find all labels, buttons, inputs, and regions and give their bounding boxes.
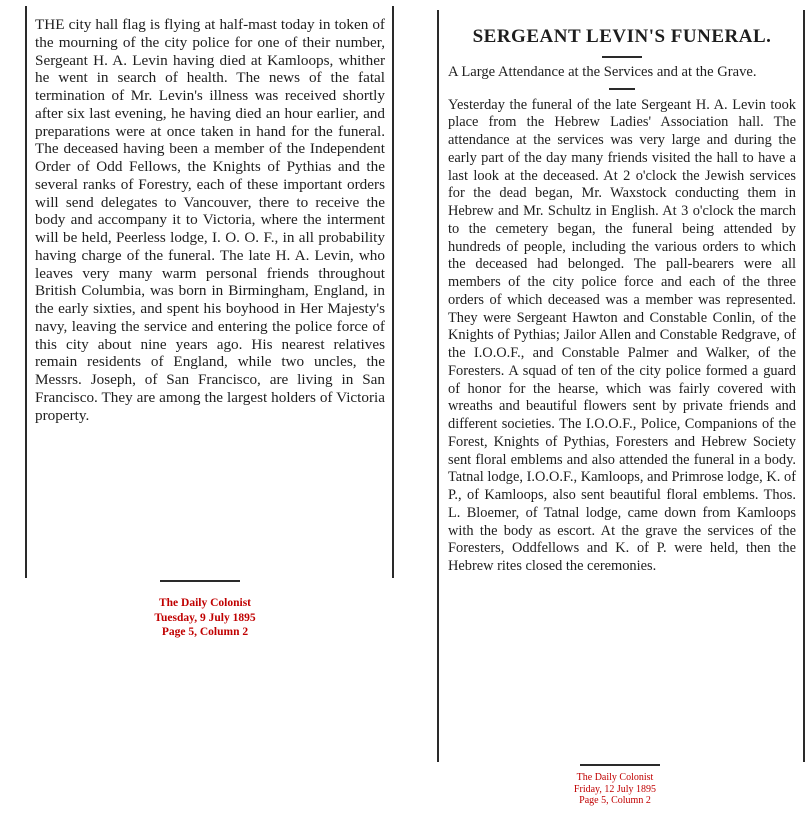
right-column-rule-left — [437, 10, 439, 762]
right-source-paper: The Daily Colonist — [576, 772, 654, 783]
left-article-end-rule — [160, 580, 240, 582]
headline-rule — [602, 56, 642, 58]
left-article-body: THE city hall flag is flying at half-mast today in token of the mourning of the city police for one of their number, Sergeant H. A. Levin having died at Kamloops, whither he went in search of health. The news of the fatal termination of Mr. Levin's illness was received shortly after six last evening, he having died an hour earlier, and preparations were at once taken in hand for the funeral. The deceased having been a member of the Independent Order of Odd Fellows, the Knights of Pythias and the several ranks of Forestry, each of these important orders will send delegates to Vancouver, there to receive the body and accompany it to Victoria, where the interment will be held, Peerless lodge, I. O. O. F., in all probability having charge of the funeral. The late H. A. Levin, who leaves very many warm personal friends throughout British Columbia, was born in Birmingham, England, in the early sixties, and spent his boyhood in Her Majesty's navy, leaving the service and entering the police force of this city about nine years ago. His nearest relatives remain residents of England, while two uncles, the Messrs. Joseph, of San Francisco, are living in San Francisco. They are among the largest holders of Victoria property. — [35, 16, 385, 424]
right-article-headline: SERGEANT LEVIN'S FUNERAL. — [472, 26, 772, 47]
right-article-body: Yesterday the funeral of the late Sergeant H. A. Levin took place from the Hebrew Ladies' Association hall. The attendance at the services was very large and during the early part of the day many friends visited the hall to have a last look at the deceased. At 2 o'clock the Jewish services for the dead began, Mr. Waxstock conducting them in Hebrew and Mr. Schultz in English. At 3 o'clock the march to the cemetery began, the funeral being attended by hundreds of people, including the various orders to which the deceased had belonged. The pall-bearers were all members of the city police force and each of the three orders of which deceased was a member was represented. They were Sergeant Hawton and Constable Conlin, of the Knights of Pythias; Jailor Allen and Constable Redgrave, of the I.O.O.F., and Constable Palmer and Walker, of the Foresters. A squad of ten of the city police formed a guard of honor for the hearse, which was fairly covered with wreaths and beautiful flowers sent by private friends and different societies. The I.O.O.F., Police, Companions of the Forest, Knights of Pythias, Foresters and Hebrew Society sent floral emblems and also attended the funeral in a body. Tatnal lodge, I.O.O.F., Kamloops, and Primrose lodge, K. of P., of Kamloops, also sent beautiful floral emblems. Thos. L. Bloemer, of Tatnal lodge, came down from Kamloops with the body as escort. At the grave the services of the Foresters, Oddfellows and K. of P. were held, then the Hebrew rites closed the ceremonies. — [448, 96, 796, 574]
left-column-rule-right — [392, 6, 394, 578]
left-source-date: Tuesday, 9 July 1895 — [154, 611, 256, 624]
left-article — [35, 16, 385, 424]
right-source-location: Page 5, Column 2 — [579, 795, 651, 807]
subhead-rule — [609, 88, 635, 90]
left-source-caption — [120, 596, 290, 640]
right-column-rule-right — [803, 10, 805, 762]
left-source-location: Page 5, Column 2 — [161, 626, 249, 639]
left-source-paper: The Daily Colonist — [158, 597, 251, 609]
right-article-subhead: A Large Attendance at the Services and at the Grave. — [448, 64, 757, 80]
right-source-caption — [540, 772, 690, 807]
right-source-date: Friday, 12 July 1895 — [573, 783, 657, 795]
right-article — [448, 20, 796, 576]
right-article-end-rule — [580, 764, 660, 766]
left-column-rule-left — [25, 6, 27, 578]
